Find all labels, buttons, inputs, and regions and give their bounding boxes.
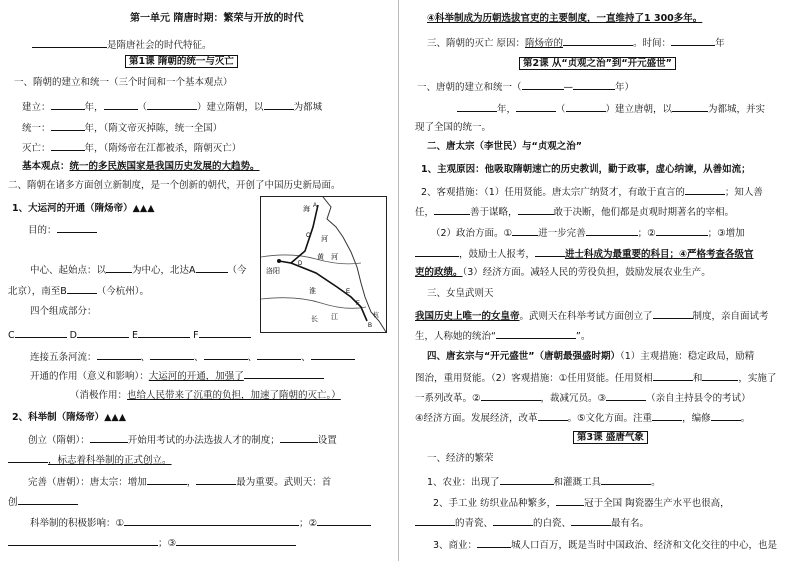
label: 也给人民带来了沉重的负担，加速了隋朝的灭亡。） <box>127 390 341 401</box>
canal-rivers-line: 连接五条河流： 、 、 、 、 <box>30 349 355 365</box>
blank[interactable] <box>535 246 565 257</box>
tang-founding-line2: 现了全国的统一。 <box>415 122 492 133</box>
label: 为都城 <box>293 102 323 113</box>
label: 。武则天在科举考试方面创立了 <box>519 311 653 322</box>
exam-heading: 2、科举制（隋炀帝）▲▲▲ <box>12 412 127 423</box>
label: 善于谋略， <box>470 207 518 218</box>
label: （ <box>556 104 566 115</box>
blank[interactable] <box>652 410 682 421</box>
canal-heading: 1、大运河的开通（隋炀帝）▲▲▲ <box>12 203 155 214</box>
economy-heading: 一、经济的繁荣 <box>427 453 494 464</box>
canal-negative-line <box>70 389 341 403</box>
sui-fall-line <box>427 35 725 51</box>
label: （2）政治方面。 <box>431 228 504 239</box>
label: 的白瓷、 <box>533 518 572 529</box>
blank[interactable] <box>196 474 236 485</box>
label: 的青瓷、 <box>455 518 494 529</box>
label: 设置 <box>317 435 337 446</box>
blank[interactable] <box>77 327 129 338</box>
exam-impact-line <box>30 515 371 531</box>
taizong-subjective <box>421 163 751 177</box>
map-label-huang: 黄 <box>317 253 324 261</box>
taizong-politics: （2）政治方面。① 进一步完善 ；② ；③增加 <box>431 225 745 241</box>
blank[interactable] <box>317 515 371 526</box>
label: 最有名。 <box>611 518 650 529</box>
agriculture-line <box>427 474 661 490</box>
handicraft-line2 <box>415 515 649 531</box>
label: 三、隋朝的灭亡 原因： <box>427 38 526 49</box>
label: （ <box>137 102 148 113</box>
blank[interactable] <box>147 99 197 110</box>
label: 。 <box>651 477 661 488</box>
map-label-jiang: 江 <box>331 313 338 321</box>
label: 开始用考试的办法选拔人才的制度； <box>127 435 280 446</box>
blank[interactable] <box>556 495 584 506</box>
label: 一、唐朝的建立和统一（ <box>417 82 522 93</box>
map-label-a: A <box>313 203 318 209</box>
blank[interactable] <box>477 537 511 548</box>
blank[interactable] <box>563 35 633 46</box>
exam-create-line <box>28 432 337 448</box>
lesson1-title-text: 第1课 隋朝的统一与灭亡 <box>125 55 238 68</box>
lesson1-title <box>125 55 238 69</box>
label: 创立（隋朝）： <box>28 435 90 446</box>
blank[interactable] <box>51 140 85 151</box>
blank[interactable] <box>566 101 606 112</box>
exam-impact-line2 <box>8 535 296 551</box>
wuzetian-line2 <box>415 328 590 344</box>
label: 为都城，并实 <box>708 104 766 115</box>
label: 年，（隋文帝灭掉陈，统一全国） <box>84 123 223 134</box>
handicraft-line <box>433 495 730 511</box>
label: ）建立隋朝，以 <box>197 102 264 113</box>
blank[interactable] <box>32 37 107 48</box>
blank[interactable] <box>671 35 715 46</box>
map-svg <box>261 197 386 332</box>
label: 统一： <box>22 123 51 134</box>
blank[interactable] <box>199 327 251 338</box>
blank[interactable] <box>18 494 78 505</box>
label: 冠于全国 陶瓷器生产水平也很高， <box>584 498 730 509</box>
blank[interactable] <box>8 535 158 546</box>
blank[interactable] <box>51 99 85 110</box>
blank[interactable] <box>90 432 128 443</box>
label: 城人口百万，既是当时中国政治、经济和文化交往的中心，也是 <box>511 540 778 551</box>
label: （消极作用： <box>70 390 128 401</box>
era-feature-line <box>32 37 212 53</box>
label: 一系列改革。② <box>415 393 481 404</box>
blank[interactable] <box>653 370 693 381</box>
commerce-line <box>433 537 777 553</box>
tang-founding-heading <box>417 79 634 95</box>
blank[interactable] <box>15 327 67 338</box>
label: E <box>132 330 139 341</box>
unify-line <box>22 120 222 136</box>
canal-parts-heading: 四个组成部分： <box>30 306 97 317</box>
right-page <box>401 0 794 561</box>
label: 3、商业： <box>433 540 478 551</box>
blank[interactable] <box>67 283 97 294</box>
unit-title: 第一单元 隋唐时期：繁荣与开放的时代 <box>130 13 304 24</box>
blank[interactable] <box>573 79 615 90</box>
blank[interactable] <box>516 101 556 112</box>
canal-effect-line <box>30 368 324 384</box>
label: ④经济方面。发展经济，改革 <box>415 413 538 424</box>
blank[interactable] <box>606 390 646 401</box>
label: ；③ <box>158 538 177 549</box>
blank[interactable] <box>493 515 533 526</box>
blank[interactable] <box>481 390 541 401</box>
label: 基本观点： <box>22 161 70 172</box>
blank[interactable] <box>150 349 194 360</box>
fall-line <box>22 140 241 156</box>
label: （3）经济方面。减轻人民的劳役负担，鼓励发展农业生产。 <box>462 267 711 278</box>
label: 年 <box>715 38 725 49</box>
taizong-politics2 <box>415 246 754 262</box>
xuanzong-line4 <box>415 410 750 426</box>
label: 四、唐玄宗与“开元盛世”（唐朝最强盛时期） <box>427 351 620 362</box>
label: ， <box>186 477 197 488</box>
label: 年， <box>84 102 104 113</box>
page-divider <box>398 0 399 561</box>
label: 创 <box>8 497 18 508</box>
taizong-politics3 <box>415 266 711 280</box>
label: ，裁减冗员。③ <box>540 393 607 404</box>
map-label-d: D <box>298 261 303 267</box>
blank[interactable] <box>518 204 554 215</box>
label: 1、主观原因：他吸取隋朝速亡的历史教训，勤于政事，虚心纳谏，从善如流； <box>421 164 751 175</box>
xuanzong-heading <box>427 350 754 364</box>
label: ）建立唐朝，以 <box>605 104 673 115</box>
xuanzong-line3 <box>415 390 751 406</box>
label: ，编修 <box>682 413 711 424</box>
blank[interactable] <box>672 101 708 112</box>
map-label-hang: 杭 <box>373 312 380 319</box>
blank[interactable] <box>496 328 576 339</box>
blank[interactable] <box>415 246 459 257</box>
lesson3-title <box>573 431 648 445</box>
blank[interactable] <box>97 349 141 360</box>
map-label-sea: 海 <box>303 205 310 213</box>
tang-founding-line <box>457 101 765 117</box>
blank[interactable] <box>711 410 741 421</box>
taizong-objective2 <box>415 204 734 220</box>
blank[interactable] <box>586 225 638 236</box>
lesson3-title-text: 第3课 盛唐气象 <box>573 431 648 444</box>
map-label-he: 河 <box>331 253 338 261</box>
blank[interactable] <box>311 349 355 360</box>
label: 敢于决断，他们都是贞观时期著名的宰相。 <box>553 207 735 218</box>
grand-canal-map <box>260 196 387 333</box>
label: 大运河的开通，加强了 <box>148 371 244 382</box>
label: 年， <box>497 104 517 115</box>
canal-south-line <box>8 283 149 299</box>
map-label-river: 河 <box>321 235 328 243</box>
blank[interactable] <box>204 349 248 360</box>
label: （亲自主持县令的考试） <box>646 393 751 404</box>
blank[interactable] <box>106 262 132 273</box>
label: — <box>563 82 574 93</box>
canal-parts-line <box>8 327 251 343</box>
section1-heading: 一、隋朝的建立和统一（三个时间和一个基本观点） <box>14 77 233 88</box>
label: 图治，重用贤能。（2）客观措施：①任用贤能。任用贤相 <box>415 373 653 384</box>
blank[interactable] <box>244 368 324 379</box>
exam-last-point: ④科举制成为历朝选拔官吏的主要制度，一直维持了1 300多年。 <box>427 13 703 24</box>
label: 进一步完善 <box>538 228 586 239</box>
label: 和灌溉工具 <box>553 477 602 488</box>
blank[interactable] <box>500 474 554 485</box>
label: 最为重要。武则天：首 <box>236 477 332 488</box>
blank[interactable] <box>264 99 294 110</box>
era-feature-text: 是隋唐社会的时代特征。 <box>107 40 212 51</box>
blank[interactable] <box>8 452 48 463</box>
map-label-f: F <box>356 301 360 307</box>
label: 隋炀帝的 <box>525 38 564 49</box>
label: ；③增加 <box>707 228 745 239</box>
map-label-e: E <box>346 289 351 295</box>
label: （1）主观措施：稳定政局，励精 <box>620 351 755 362</box>
label: ，鼓励士人报考， <box>459 249 536 260</box>
founding-line <box>22 99 322 115</box>
blank[interactable] <box>571 515 611 526</box>
left-page <box>0 0 395 561</box>
blank[interactable] <box>147 474 187 485</box>
label: 任， <box>415 207 435 218</box>
label: （今 <box>227 265 247 276</box>
blank[interactable] <box>685 184 725 195</box>
label: 2、客观措施：（1）任用贤能。唐太宗广纳贤才，有敢于直言的 <box>421 187 685 198</box>
lesson2-title <box>519 57 676 71</box>
label: ，实施了 <box>738 373 777 384</box>
map-label-c: C <box>306 233 311 239</box>
label: 为中心，北达A <box>132 265 196 276</box>
label: 生，人称她的统治“ <box>415 331 496 342</box>
canal-purpose-line <box>28 222 97 238</box>
blank[interactable] <box>57 222 97 233</box>
canal-center-line <box>30 262 247 278</box>
label: 灭亡： <box>22 143 51 154</box>
blank[interactable] <box>512 225 538 236</box>
label: 中心、起始点：以 <box>30 265 107 276</box>
map-label-chang: 长 <box>311 315 318 323</box>
blank[interactable] <box>104 99 138 110</box>
label: 我国历史上唯一的女皇帝 <box>415 311 520 322</box>
label: 2、手工业 纺织业品种繁多， <box>433 498 557 509</box>
blank[interactable] <box>601 474 651 485</box>
blank[interactable] <box>702 370 738 381</box>
label: 。时间： <box>633 38 672 49</box>
label: 科举制的积极影响：① <box>30 518 125 529</box>
label: 制度，亲自面试考 <box>692 311 769 322</box>
label: ；知人善 <box>724 187 763 198</box>
label: 1、农业：出现了 <box>427 477 500 488</box>
map-label-b: B <box>368 323 373 329</box>
label: 目的： <box>28 225 57 236</box>
blank[interactable] <box>656 225 708 236</box>
blank[interactable] <box>457 101 497 112</box>
label: D <box>69 330 77 341</box>
section2-heading: 二、隋朝在诸多方面创立新制度，是一个创新的朝代，开创了中国历史新局面。 <box>8 180 341 191</box>
blank[interactable] <box>257 349 301 360</box>
label: F <box>193 330 199 341</box>
blank[interactable] <box>522 79 564 90</box>
taizong-heading: 二、唐太宗（李世民）与“贞观之治” <box>427 141 582 152</box>
label: 年） <box>615 82 635 93</box>
lesson2-title-text: 第2课 从“贞观之治”到“开元盛世” <box>519 57 676 70</box>
label: 年，（隋炀帝在江都被杀，隋朝灭亡） <box>84 143 242 154</box>
blank[interactable] <box>415 515 455 526</box>
label: 吏的政绩。 <box>415 267 463 278</box>
blank[interactable] <box>124 515 299 526</box>
label: ”。 <box>575 331 591 342</box>
label: C <box>8 330 15 341</box>
map-label-huai: 淮 <box>309 287 316 295</box>
label: 连接五条河流： <box>30 352 97 363</box>
label: （今杭州）。 <box>96 286 150 297</box>
exam-create-line2 <box>8 452 172 468</box>
basic-view-line <box>22 160 260 174</box>
blank[interactable] <box>196 262 228 273</box>
taizong-objective <box>421 184 763 200</box>
map-label-luoyang: 洛阳 <box>266 267 280 275</box>
blank[interactable] <box>138 327 190 338</box>
label: 北京） <box>8 286 32 297</box>
wuzetian-line1 <box>415 308 769 324</box>
label: 。 <box>740 413 751 424</box>
blank[interactable] <box>538 410 568 421</box>
blank[interactable] <box>434 204 470 215</box>
label: 完善（唐朝）：唐太宗：增加 <box>28 477 147 488</box>
blank[interactable] <box>280 432 318 443</box>
label: ；② <box>637 228 656 239</box>
label: ，标志着科举制的正式创立。 <box>48 455 172 466</box>
blank[interactable] <box>176 535 296 546</box>
exam-improve-line2 <box>8 494 78 510</box>
label: ，南至B <box>31 286 67 297</box>
label: ；② <box>299 518 318 529</box>
label: 开通的作用（意义和影响）： <box>30 371 149 382</box>
label: 建立： <box>22 102 51 113</box>
blank[interactable] <box>51 120 85 131</box>
label: 进士科成为最重要的科目；④严格考查各级官 <box>565 249 754 260</box>
label: 。⑤文化方面。注重 <box>567 413 653 424</box>
basic-view-text: 统一的多民族国家是我国历史发展的大趋势。 <box>69 161 260 172</box>
xuanzong-line2 <box>415 370 776 386</box>
label: 和 <box>692 373 703 384</box>
exam-improve-line <box>28 474 331 490</box>
blank[interactable] <box>653 308 693 319</box>
wuzetian-heading: 三、女皇武则天 <box>427 288 494 299</box>
